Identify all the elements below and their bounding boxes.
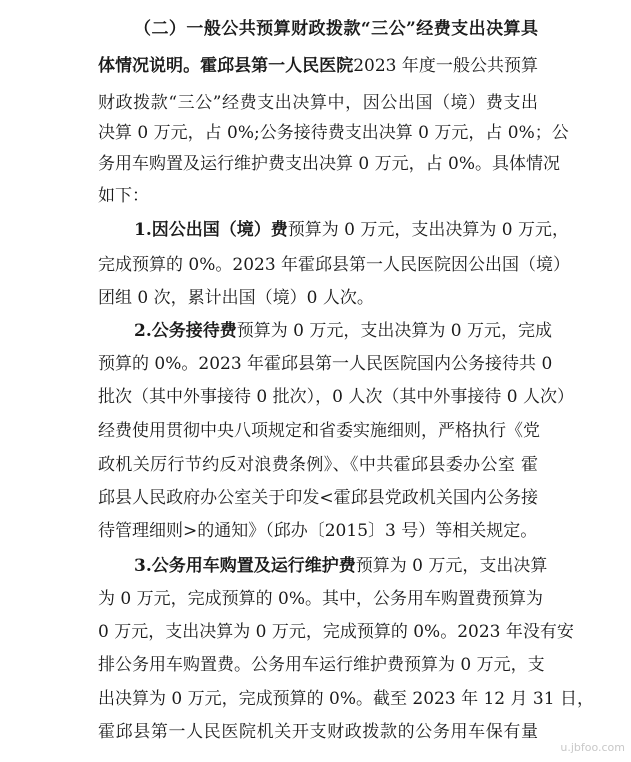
- paragraph-line: 经费使用贯彻中央八项规定和省委实施细则，严格执行《党: [98, 421, 540, 441]
- paragraph-line: 霍邱县第一人民医院机关开支财政拨款的公务用车保有量: [98, 722, 538, 742]
- paragraph-line: 预算的 0%。2023 年霍邱县第一人民医院国内公务接待共 0: [98, 354, 553, 374]
- section-heading-line-2: [98, 55, 538, 77]
- item2-line-1: [134, 320, 552, 342]
- item2-title: 2.公务接待费: [134, 321, 237, 341]
- item3-text: 预算为 0 万元，支出决算: [355, 556, 548, 576]
- item1-line-1: [134, 219, 569, 241]
- section-heading-bold: 体情况说明。霍邱县第一人民医院: [98, 56, 354, 76]
- section-heading-text: 2023 年度一般公共预算: [353, 56, 539, 76]
- item2-text: 预算为 0 万元，支出决算为 0 万元，完成: [236, 321, 552, 341]
- paragraph-line: 0 万元，支出决算为 0 万元，完成预算的 0%。2023 年没有安: [98, 622, 574, 642]
- paragraph-line: 务用车购置及运行维护费支出决算 0 万元，占 0%。具体情况: [98, 154, 560, 174]
- paragraph-line: 团组 0 次，累计出国（境）0 人次。: [98, 288, 374, 308]
- paragraph-line: 如下：: [98, 186, 149, 206]
- watermark: u.jbfoo.com: [560, 741, 625, 754]
- paragraph-line: 政机关厉行节约反对浪费条例》、《中共霍邱县委办公室 霍: [98, 455, 538, 475]
- item3-line-1: [134, 555, 548, 577]
- paragraph-line: 决算 0 万元，占 0%;公务接待费支出决算 0 万元，占 0%；公: [98, 123, 569, 143]
- paragraph-line: 排公务用车购置费。公务用车运行维护费预算为 0 万元，支: [98, 655, 545, 675]
- paragraph-line: 出决算为 0 万元，完成预算的 0%。截至 2023 年 12 月 31 日，: [98, 689, 594, 709]
- item1-title: 1.因公出国（境）费: [134, 220, 288, 240]
- paragraph-line: 完成预算的 0%。2023 年霍邱县第一人民医院因公出国（境）: [98, 255, 571, 275]
- paragraph-line: 财政拨款“三公”经费支出决算中，因公出国（境）费支出: [98, 93, 538, 113]
- item1-text: 预算为 0 万元，支出决算为 0 万元，: [287, 220, 569, 240]
- paragraph-line: 待管理细则>的通知》（邱办〔2015〕3 号）等相关规定。: [98, 521, 538, 541]
- paragraph-line: 为 0 万元，完成预算的 0%。其中，公务用车购置费预算为: [98, 589, 543, 609]
- paragraph-line: 批次（其中外事接待 0 批次），0 人次（其中外事接待 0 人次）: [98, 387, 574, 407]
- item3-title: 3.公务用车购置及运行维护费: [134, 556, 356, 576]
- paragraph-line: 邱县人民政府办公室关于印发<霍邱县党政机关国内公务接: [98, 488, 538, 508]
- section-heading-line-1: （二）一般公共预算财政拨款“三公”经费支出决算具: [134, 19, 538, 39]
